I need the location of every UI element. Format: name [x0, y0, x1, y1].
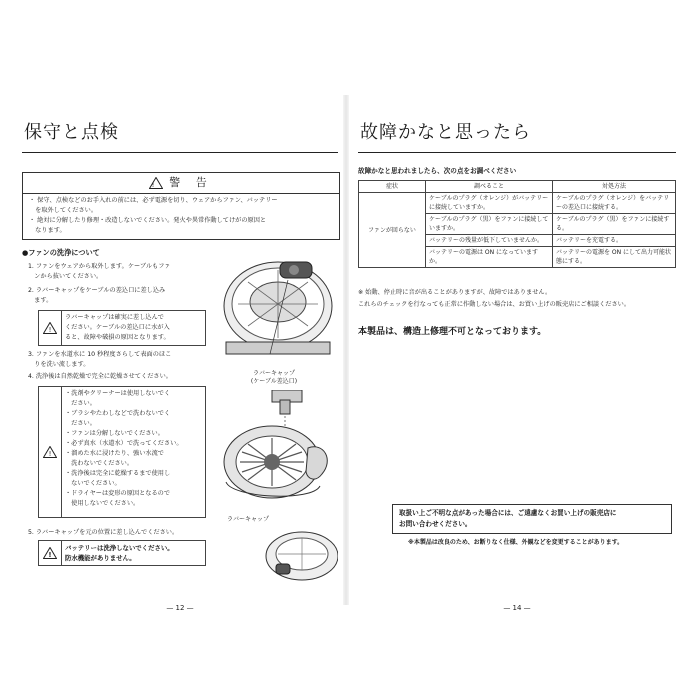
step-2-line: ます。	[28, 297, 53, 304]
action-cell: バッテリーの電源を ON にして出力可能状態にする。	[553, 247, 676, 268]
right-page	[358, 100, 676, 612]
caution-text	[65, 313, 201, 343]
warning-header	[23, 173, 339, 194]
action-cell: バッテリーを充電する。	[553, 235, 676, 247]
caption-line: ラバーキャップ	[252, 370, 295, 377]
troubleshoot-table	[358, 180, 676, 268]
step-1-line: ンから抜いてください。	[28, 273, 103, 280]
action-cell: ケーブルのプラグ（オレンジ）をバッテリーの差込口に接続する。	[553, 193, 676, 214]
caution-line: ・ドライヤーは変形の原因となるので	[65, 490, 171, 497]
caution-line: 使用しないでください。	[65, 500, 140, 507]
caution-triangle-icon	[43, 446, 57, 458]
svg-text:!: !	[151, 181, 161, 189]
caution-line: ・溜めた水に浸けたり、強い水流で	[65, 450, 164, 457]
contact-box	[392, 504, 672, 534]
warning-line: を取外してください。	[29, 207, 98, 214]
svg-text:!: !	[48, 450, 52, 458]
check-cell: バッテリーの残量が低下していませんか。	[426, 235, 553, 247]
caution-line: ・必ず真水（水道水）で洗ってください。	[65, 440, 183, 447]
warning-line: なります。	[29, 227, 66, 234]
caution-line: ・ファンは分解しないでください。	[65, 430, 164, 437]
caution-line: ・ブラシやたわしなどで洗わないでく	[65, 410, 171, 417]
caption-line: (ケーブル差込口)	[250, 378, 298, 385]
header-symptom: 症状	[359, 181, 426, 193]
title-rule	[22, 152, 338, 153]
fan-cap-illustration	[262, 526, 338, 582]
caution-line: ると、故障や破損の原因となります。	[65, 334, 170, 341]
spec-change-note: ※本製品は改良のため、お断りなく仕様、外観などを変更することがあります。	[408, 539, 624, 546]
header-check: 調べること	[426, 181, 553, 193]
caution-cell	[39, 311, 62, 345]
contact-line: 取扱い上ご不明な点があった場合には、ご遠慮なくお買い上げの販売店に	[399, 509, 617, 517]
caution-line: ・洗剤やクリーナーは使用しないでく	[65, 390, 171, 397]
check-cell: ケーブルのプラグ（黒）をファンに接続していますか。	[426, 214, 553, 235]
step-3-line: りを洗い流します。	[28, 361, 90, 368]
caution-box-wash	[38, 386, 206, 518]
warning-body	[23, 194, 339, 238]
section-title: ●ファンの洗浄について	[22, 248, 100, 257]
svg-text:!: !	[48, 326, 52, 334]
contact-line: お問い合わせください。	[399, 520, 472, 528]
page-title: 故障かなと思ったら	[360, 122, 531, 143]
page-title: 保守と点検	[24, 122, 119, 143]
caution-triangle-icon	[43, 547, 57, 559]
caution-cell	[39, 387, 62, 517]
caution-text	[65, 389, 201, 509]
caution-line: 洗わないでください。	[65, 460, 134, 467]
note-noise: ※ 始動、停止時に音が出ることがありますが、故障ではありません。	[358, 289, 552, 296]
check-cell: バッテリーの電源は ON になっていますか。	[426, 247, 553, 268]
caution-line: ないでください。	[65, 480, 121, 487]
header-action: 対処方法	[553, 181, 676, 193]
caution-line: ください。ケーブルの差込口に水が入	[65, 324, 170, 331]
table-header-row	[359, 181, 676, 193]
step-3-line: 3. ファンを水道水に 10 秒程度さらして表面のほこ	[28, 351, 172, 358]
step-4: 4. 洗浄後は自然乾燥で完全に乾燥させてください。	[28, 373, 172, 380]
rubber-cap-caption	[234, 370, 314, 386]
warning-line: ・ 保守、点検などのお手入れの前には、必ず電源を切り、ウェアからファン、バッテリー	[29, 197, 278, 204]
gutter	[343, 95, 349, 605]
left-page	[22, 100, 338, 612]
page-number: — 14 —	[503, 604, 531, 612]
warning-label: 警 告	[169, 176, 213, 189]
no-repair-note: 本製品は、構造上修理不可となっております。	[358, 327, 547, 337]
caution-line: ださい。	[65, 400, 96, 407]
caution-cell	[39, 541, 62, 565]
warning-line: ・ 絶対に分解したり修理・改造しないでください。発火や異常作動してけがの原因と	[29, 217, 267, 224]
caution-line: ださい。	[65, 420, 96, 427]
step-2-line: 2. ラバーキャップをケーブルの差込口に差し込み	[28, 287, 166, 294]
caution-line: 防水機能がありません。	[65, 554, 136, 562]
step-5: 5. ラバーキャップを元の位置に差し込んでください。	[28, 529, 179, 536]
rubber-cap-caption-2: ラバーキャップ	[226, 516, 269, 523]
caution-box-cap	[38, 310, 206, 346]
page-number: — 12 —	[166, 604, 194, 612]
battery-caution-box	[38, 540, 206, 566]
note-contact-dealer: これらのチェックを行なっても正常に作動しない場合は、お買い上げの販売店にご相談ください。	[358, 301, 631, 308]
step-2	[28, 286, 218, 306]
table-row	[359, 193, 676, 214]
caution-line: バッテリーは洗浄しないでください。	[65, 544, 174, 552]
fan-washing-illustration	[212, 390, 338, 510]
title-rule	[358, 152, 676, 153]
warning-box	[22, 172, 340, 240]
caution-line: ラバーキャップは確実に差し込んで	[65, 314, 164, 321]
caution-line: ・洗浄後は完全に乾燥するまで使用し	[65, 470, 171, 477]
step-3	[28, 350, 218, 370]
symptom-cell: ファンが回らない	[359, 193, 426, 268]
warning-triangle-icon	[149, 177, 163, 189]
fan-top-illustration	[218, 248, 338, 368]
step-1	[28, 262, 218, 282]
action-cell: ケーブルのプラグ（黒）をファンに接続する。	[553, 214, 676, 235]
caution-text	[65, 543, 201, 563]
step-1-line: 1. ファンをウェアから取外します。ケーブルもファ	[28, 263, 171, 270]
check-cell: ケーブルのプラグ（オレンジ）がバッテリーに接続していますか。	[426, 193, 553, 214]
caution-triangle-icon	[43, 322, 57, 334]
svg-text:!: !	[48, 551, 52, 559]
intro-text: 故障かなと思われましたら、次の点をお調べください	[358, 167, 517, 175]
